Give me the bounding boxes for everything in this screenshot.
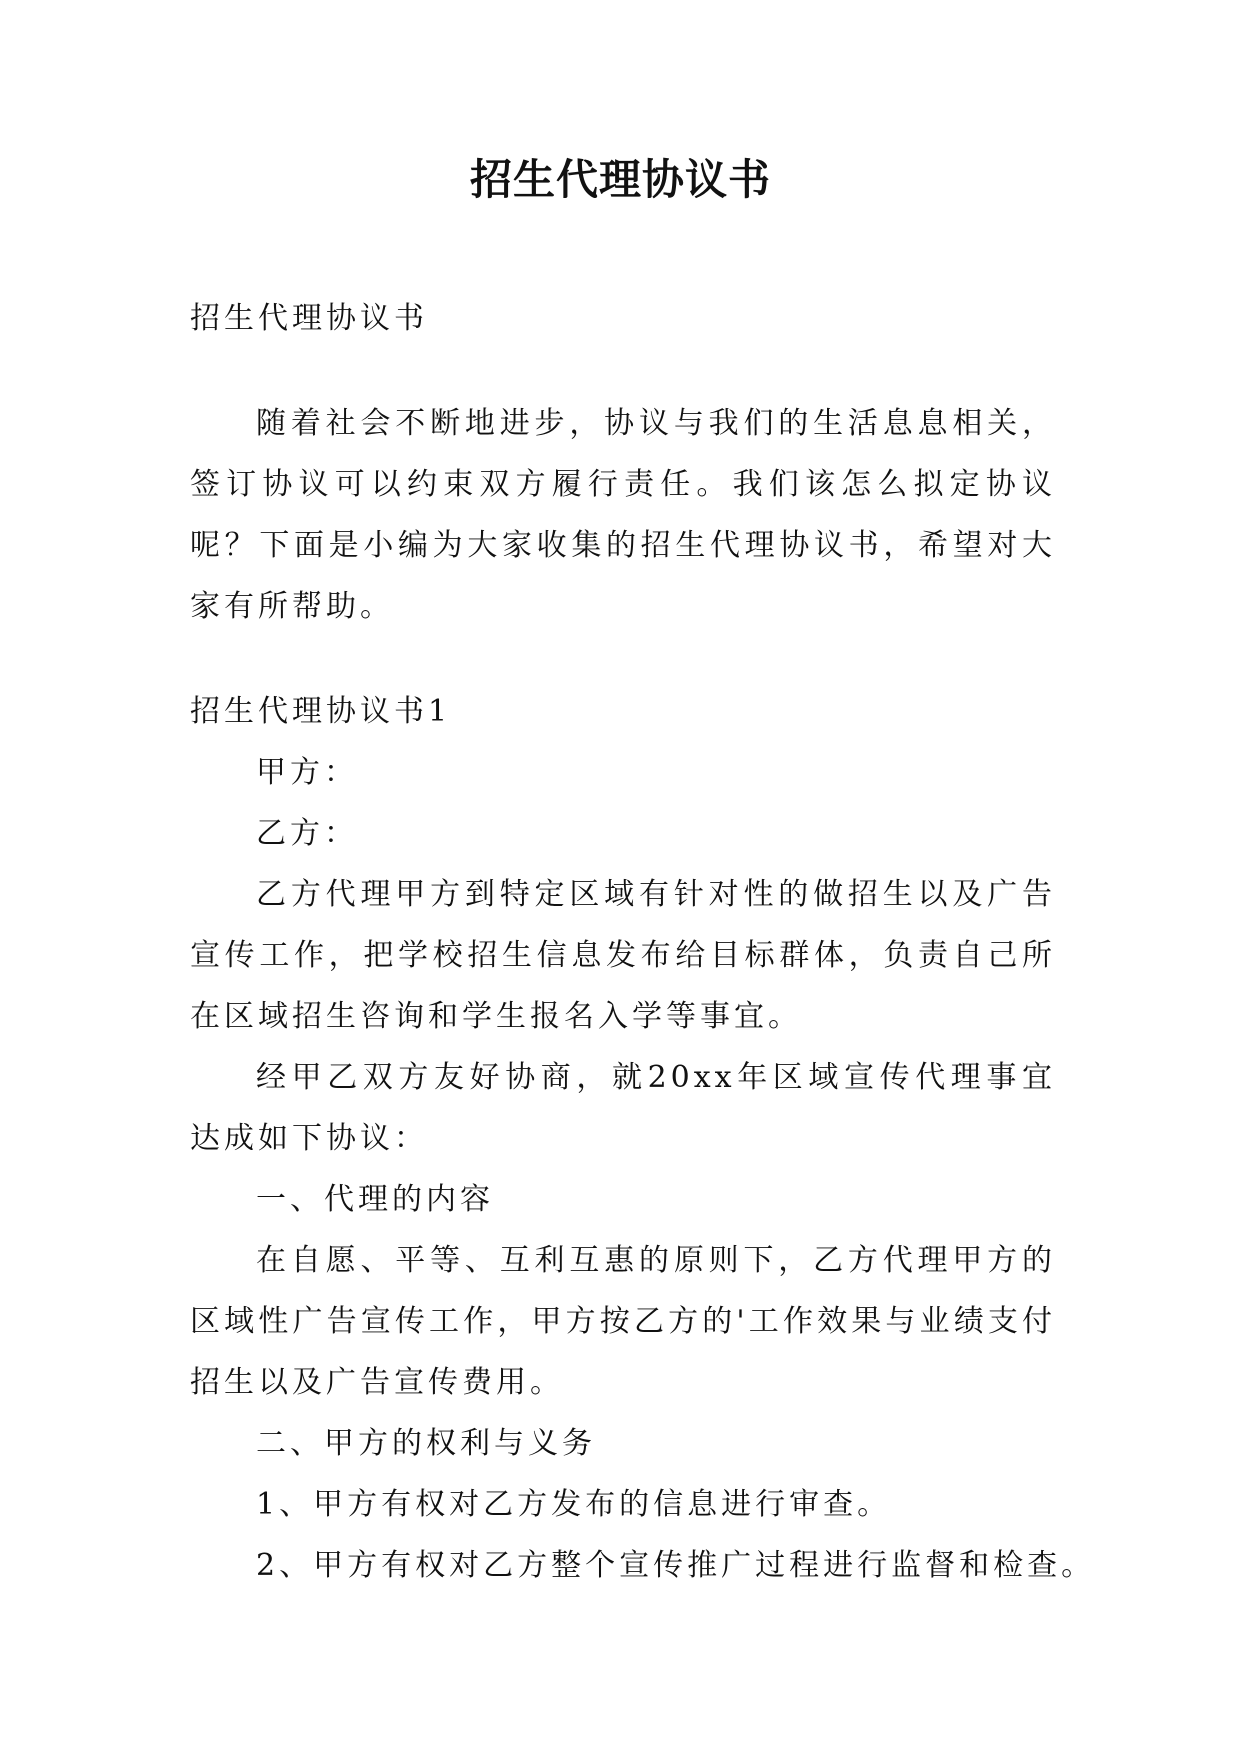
party-a-line: 甲方： (256, 755, 358, 790)
section-heading: 招生代理协议书1 (190, 694, 452, 729)
document-title: 招生代理协议书 (469, 155, 771, 204)
clause-1-heading: 一、代理的内容 (256, 1182, 494, 1217)
scope-paragraph: 乙方代理甲方到特定区域有针对性的做招生以及广告宣传工作，把学校招生信息发布给目标群体，负责自己所在区域招生咨询和学生报名入学等事宜。 (190, 877, 1056, 1034)
intro-paragraph: 随着社会不断地进步，协议与我们的生活息息相关，签订协议可以约束双方履行责任。我们该怎么拟定协议呢？下面是小编为大家收集的招生代理协议书，希望对大家有所帮助。 (190, 406, 1056, 624)
clause-1-text: 在自愿、平等、互利互惠的原则下，乙方代理甲方的区域性广告宣传工作，甲方按乙方的'工作效果与业绩支付招生以及广告宣传费用。 (190, 1243, 1056, 1400)
spacer (190, 349, 1056, 393)
clause-2-heading: 二、甲方的权利与义务 (256, 1426, 596, 1461)
clause-2-item-1: 1、甲方有权对乙方发布的信息进行审查。 (256, 1487, 892, 1522)
document-subtitle: 招生代理协议书 (190, 301, 428, 336)
clause-2-item-2: 2、甲方有权对乙方整个宣传推广过程进行监督和检查。 (256, 1548, 1096, 1583)
party-b-line: 乙方： (256, 816, 358, 851)
agreement-paragraph: 经甲乙双方友好协商，就20xx年区域宣传代理事宜达成如下协议： (190, 1060, 1056, 1156)
spacer (190, 637, 1056, 681)
document-body (190, 288, 1096, 1596)
